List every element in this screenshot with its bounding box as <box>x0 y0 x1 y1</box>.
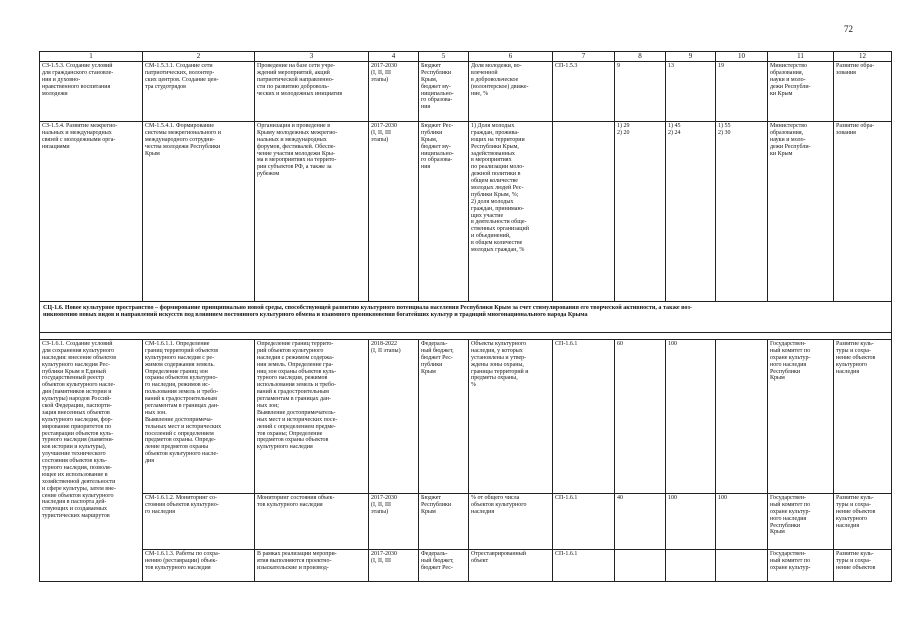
measure-cell: СМ-1.6.1.3. Работы по сохра- нению (реставрации) объек- тов культурного наследия <box>143 550 255 582</box>
spacer-row <box>40 333 892 340</box>
indicator-cell: 1) Доля молодых граждан, прожива- ющих на территории Республики Крым, задействованных в мероприятиях по реализации моло- дежной политики в общем количестве молодых людей Рес- публики Крым, %; 2) доля молодых граждан, принимаю- щих участие в деятельности обще- ственных организаций и объединений, в общем количестве молодых граждан, % <box>469 122 553 302</box>
measure-cell: СМ-1.6.1.1. Определение границ территорий объектов культурного наследия с ре- жимом содержания земель. Определение границ зон охраны объектов культурно- го наследия, режимов ис- пользования земель и требо- ваний к градостроительным регламентам в границах дан- ных зон. Выявление достопримеча- тельных мест и исторических поселений с определением предметов охраны. Опреде- ление предметов охраны объектов культурного насле- дия <box>143 340 255 494</box>
value-cell: 19 <box>716 62 768 122</box>
table-row <box>40 62 892 122</box>
program-cell: Развитие обра- зования <box>834 122 892 302</box>
responsible-cell: Министерство образования, науки и моло- дежи Республи- ки Крым <box>768 62 834 122</box>
indicator-cell: Отреставрированный объект <box>469 550 553 582</box>
column-number: 3 <box>255 52 369 62</box>
responsible-cell: Государствен- ный комитет по охране культур- <box>768 550 834 582</box>
period-cell: 2017-2030 (I, II, III <box>369 550 419 582</box>
responsible-cell: Государствен- ный комитет по охране культур- ного наследия Республики Крым <box>768 494 834 550</box>
page-number: 72 <box>844 24 853 34</box>
responsible-cell: Государствен- ный комитет по охране культур- ного наследия Республики Крым <box>768 340 834 494</box>
value-cell: 9 <box>615 62 666 122</box>
value-cell <box>615 550 666 582</box>
value-cell: 100 <box>666 340 716 494</box>
measure-cell: СМ-1.5.4.1. Формирование системы межрегионального и международного сотрудни- чества молодежи Республики Крым <box>143 122 255 302</box>
indicator-cell: Объекты культурного наследия, у которых установлены и утвер- ждены зоны охраны, границы территорий и предметы охраны, % <box>469 340 553 494</box>
value-cell: 1) 45 2) 24 <box>666 122 716 302</box>
program-code-cell: СП-1.6.1 <box>553 340 615 494</box>
value-cell: 40 <box>615 494 666 550</box>
activity-cell: Организация и проведение в Крыму молодежных межрегио- нальных и международных форумов, фестивалей. Обеспе- чение участия молодежи Кры- ма в мероприятиях на террито- рии субъектов РФ, а также за рубежом <box>255 122 369 302</box>
task-cell: СЗ-1.5.3. Создание условий для гражданского становле- ния и духовно- нравственного воспитания молодежи <box>40 62 143 122</box>
task-cell: СЗ-1.5.4. Развитие межрегио- нальных и международных связей с молодежными орга- низациями <box>40 122 143 302</box>
value-cell: 1) 29 2) 20 <box>615 122 666 302</box>
funding-cell: Бюджет Республики Крым, бюджет му- ниципально- го образова- ния <box>419 62 469 122</box>
value-cell: 60 <box>615 340 666 494</box>
value-cell <box>666 550 716 582</box>
funding-cell: Федераль- ный бюджет, бюджет Рес- публики Крым <box>419 340 469 494</box>
column-number: 7 <box>553 52 615 62</box>
column-number-row <box>40 52 892 62</box>
program-cell: Развитие куль- туры и сохра- нение объектов культурного наследия <box>834 340 892 494</box>
program-cell: Развитие куль- туры и сохра- нение объектов <box>834 550 892 582</box>
period-cell: 2017-2030 (I, II, III этапы) <box>369 62 419 122</box>
indicator-cell: Доля молодежи, во- влеченной в добровольческое (волонтерское) движе- ние, % <box>469 62 553 122</box>
column-number: 6 <box>469 52 553 62</box>
period-cell: 2018-2022 (I, II этапы) <box>369 340 419 494</box>
activity-cell: Проведение на базе сети учре- ждений мероприятий, акций патриотической направленно- сти по развитию доброволь- ческих и молодежных инициатив <box>255 62 369 122</box>
spacer-cell <box>40 333 892 340</box>
funding-cell: Федераль- ный бюджет, бюджет Рес- <box>419 550 469 582</box>
period-cell: 2017-2030 (I, II, III этапы) <box>369 122 419 302</box>
column-number: 10 <box>716 52 768 62</box>
table-row <box>40 340 892 494</box>
table-row <box>40 122 892 302</box>
column-number: 5 <box>419 52 469 62</box>
program-cell: Развитие обра- зования <box>834 62 892 122</box>
column-number: 4 <box>369 52 419 62</box>
responsible-cell: Министерство образования, науки и моло- дежи Республи- ки Крым <box>768 122 834 302</box>
value-cell <box>716 340 768 494</box>
column-number: 9 <box>666 52 716 62</box>
column-number: 1 <box>40 52 143 62</box>
section-row <box>40 302 892 333</box>
value-cell: 100 <box>716 494 768 550</box>
column-number: 12 <box>834 52 892 62</box>
table-row <box>40 494 892 550</box>
column-number: 11 <box>768 52 834 62</box>
program-cell: Развитие куль- туры и сохра- нение объектов культурного наследия <box>834 494 892 550</box>
funding-cell: Бюджет Рес- публики Крым, бюджет му- ниципально- го образова- ния <box>419 122 469 302</box>
plan-table <box>39 51 892 582</box>
column-number: 2 <box>143 52 255 62</box>
activity-cell: Мониторинг состояния объек- тов культурного наследия <box>255 494 369 550</box>
activity-cell: Определение границ террито- рий объектов культурного наследия с режимом содержа- ния земель. Определение гра- ниц зон охраны объектов куль- турного наследия, режимов использования земель и требо- ваний к градостроительным регламентам в границах дан- ных зон; Выявление достопримечатель- ных мест и исторических посе- лений с определением предме- тов охраны; Определение предметов охраны объектов культурного наследия <box>255 340 369 494</box>
value-cell: 100 <box>666 494 716 550</box>
period-cell: 2017-2030 (I, II, III этапы) <box>369 494 419 550</box>
value-cell <box>716 550 768 582</box>
value-cell: 13 <box>666 62 716 122</box>
program-code-cell: СП-1.6.1 <box>553 494 615 550</box>
measure-cell: СМ-1.5.3.1. Создание сети патриотических, волонтер- ских центров. Создание цен- тра студотрядов <box>143 62 255 122</box>
indicator-cell: % от общего числа объектов культурного наследия <box>469 494 553 550</box>
activity-cell: В рамках реализации меропри- ятия выполняются проектно- изыскательские и производ- <box>255 550 369 582</box>
program-code-cell: СП-1.5.3 <box>553 62 615 122</box>
section-title: СЦ-1.6. Новое культурное пространство – формирование принципиально новой среды, способствующей развитию культурного потенциала населения Республики Крым за счет стимулирования его творческой активности, а также воз- никновению новых видов и направлений искусств под влиянием постоянного культурного обмена и взаимного проникновения богатейших культур и традиций многонационального народа Крыма <box>40 302 892 333</box>
column-number: 8 <box>615 52 666 62</box>
program-code-cell: СП-1.6.1 <box>553 550 615 582</box>
value-cell: 1) 55 2) 30 <box>716 122 768 302</box>
table-row <box>40 550 892 582</box>
measure-cell: СМ-1.6.1.2. Мониторинг со- стояния объектов культурно- го наследия <box>143 494 255 550</box>
task-cell: СЗ-1.6.1. Создание условий для сохранения культурного наследия: внесение объектов культурного наследия Рес- публики Крым в Единый государственный реестр объектов культурного насле- дия (памятников истории и культуры) народов Россий- ской Федерации, паспорти- зация внесенных объектов культурного наследия, фор- мирование приоритетов по реставрации объектов куль- турного наследия (памятни- ков истории и культуры), улучшение технического состояния объектов куль- турного наследия, позволя- ющее их использование в хозяйственной деятельности и сфере культуры, затем вне- сение объектов культурного наследия в паспорта дей- ствующих и создаваемых туристических маршрутов <box>40 340 143 582</box>
program-code-cell <box>553 122 615 302</box>
funding-cell: Бюджет Республики Крым <box>419 494 469 550</box>
